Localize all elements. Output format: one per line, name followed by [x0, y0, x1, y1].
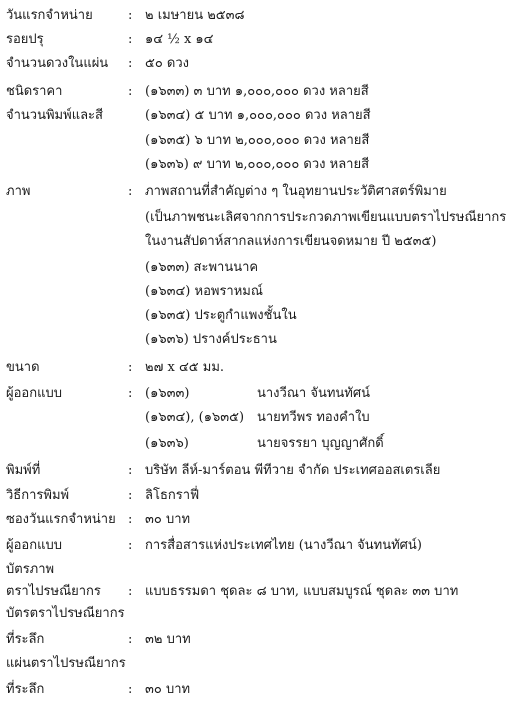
detail-row [0, 4, 464, 28]
field-value: (๑๖๓๕) ประตูกำแพงชั้นใน [145, 308, 297, 323]
field-label: วิธีการพิมพ์ [6, 488, 70, 503]
field-colon: : [128, 56, 133, 71]
detail-row [0, 180, 464, 204]
field-value: (เป็นภาพชนะเลิศจากการประกวดภาพเขียนแบบตราไปรษณียากร [145, 210, 506, 225]
field-value: (๑๖๓๕) ๖ บาท ๒,๐๐๐,๐๐๐ ดวง หลายสี [145, 133, 370, 148]
field-label: จำนวนพิมพ์และสี [6, 108, 103, 123]
detail-row [0, 602, 464, 626]
detail-row [0, 256, 464, 280]
field-value: ๓๒ บาท [145, 632, 191, 647]
field-label: ที่ระลึก [6, 632, 45, 647]
field-value: (๑๖๓๓) [145, 386, 190, 401]
field-label: ตราไปรษณียากร [6, 584, 101, 599]
detail-row [0, 628, 464, 652]
detail-row [0, 129, 464, 153]
field-label: ผู้ออกแบบ [6, 386, 62, 401]
field-label: พิมพ์ที่ [6, 463, 41, 478]
field-label: รอยปรุ [6, 32, 44, 47]
field-label: แผ่นตราไปรษณียากร [6, 656, 126, 671]
field-value: ๓๐ บาท [145, 512, 191, 527]
field-value: ๑๔ ½ x ๑๔ [145, 32, 214, 47]
detail-row [0, 80, 464, 104]
detail-row [0, 678, 464, 702]
field-value: ๓๐ บาท [145, 682, 191, 697]
detail-row [0, 328, 464, 352]
field-colon: : [128, 488, 133, 503]
field-colon: : [128, 584, 133, 599]
field-label: ซองวันแรกจำหน่าย [6, 512, 116, 527]
field-value: (๑๖๓๔) หอพราหมณ์ [145, 284, 263, 299]
designer-name: นายจรรยา บุญญาศักดิ์ [257, 436, 384, 451]
designer-name: นางวีณา จันทนทัศน์ [257, 386, 370, 401]
field-value: (๑๖๓๓) สะพานนาค [145, 260, 259, 275]
field-value: ๒ เมษายน ๒๕๓๘ [145, 8, 245, 23]
detail-row [0, 432, 464, 456]
detail-row [0, 652, 464, 676]
field-label: ชนิดราคา [6, 84, 63, 99]
field-value: (๑๖๓๔) ๕ บาท ๑,๐๐๐,๐๐๐ ดวง หลายสี [145, 108, 371, 123]
field-value: ๕๐ ดวง [145, 56, 189, 71]
field-colon: : [128, 360, 133, 375]
field-value: (๑๖๓๖) ปรางค์ประธาน [145, 332, 277, 347]
field-value: (๑๖๓๓) ๓ บาท ๑,๐๐๐,๐๐๐ ดวง หลายสี [145, 84, 369, 99]
detail-row [0, 580, 464, 604]
detail-row [0, 356, 464, 380]
field-value: ภาพสถานที่สำคัญต่าง ๆ ในอุทยานประวัติศาสตร์พิมาย [145, 184, 447, 199]
field-value: ในงานสัปดาห์สากลแห่งการเขียนจดหมาย ปี ๒๕๓๕) [145, 234, 437, 249]
field-value: (๑๖๓๖) ๙ บาท ๒,๐๐๐,๐๐๐ ดวง หลายสี [145, 157, 370, 172]
field-colon: : [128, 84, 133, 99]
field-label: จำนวนดวงในแผ่น [6, 56, 109, 71]
detail-row [0, 382, 464, 406]
detail-row [0, 508, 464, 532]
detail-row [0, 558, 464, 582]
field-colon: : [128, 632, 133, 647]
detail-row [0, 280, 464, 304]
field-colon: : [128, 32, 133, 47]
field-colon: : [128, 512, 133, 527]
designer-name: นายทวีพร ทองคำใบ [257, 410, 370, 425]
field-label: วันแรกจำหน่าย [6, 8, 93, 23]
detail-row [0, 52, 464, 76]
field-label: บัตรตราไปรษณียากร [6, 606, 125, 621]
field-colon: : [128, 386, 133, 401]
field-value: (๑๖๓๖) [145, 436, 189, 451]
field-label: ขนาด [6, 360, 40, 375]
detail-row [0, 484, 464, 508]
detail-row [0, 304, 464, 328]
detail-row [0, 534, 464, 558]
field-value: (๑๖๓๔), (๑๖๓๕) [145, 410, 245, 425]
field-colon: : [128, 538, 133, 553]
detail-row [0, 206, 506, 230]
detail-row [0, 406, 464, 430]
field-colon: : [128, 463, 133, 478]
field-value: บริษัท ลีห์-มาร์ตอน พีทีวาย จำกัด ประเทศออสเตรเลีย [145, 463, 441, 478]
field-colon: : [128, 8, 133, 23]
detail-row [0, 459, 464, 483]
field-value: การสื่อสารแห่งประเทศไทย (นางวีณา จันทนทัศน์) [145, 538, 422, 553]
field-label: ผู้ออกแบบ [6, 538, 62, 553]
field-label: บัตรภาพ [6, 562, 55, 577]
field-value: แบบธรรมดา ชุดละ ๘ บาท, แบบสมบูรณ์ ชุดละ ๓๓ บาท [145, 584, 459, 599]
field-colon: : [128, 682, 133, 697]
detail-row [0, 230, 464, 254]
field-value: ๒๗ x ๔๕ มม. [145, 360, 225, 375]
field-label: ที่ระลึก [6, 682, 45, 697]
field-label: ภาพ [6, 184, 31, 199]
detail-row [0, 28, 464, 52]
detail-row [0, 153, 464, 177]
detail-row [0, 104, 464, 128]
field-value: ลิโธกราฟี่ [145, 488, 200, 503]
field-colon: : [128, 184, 133, 199]
